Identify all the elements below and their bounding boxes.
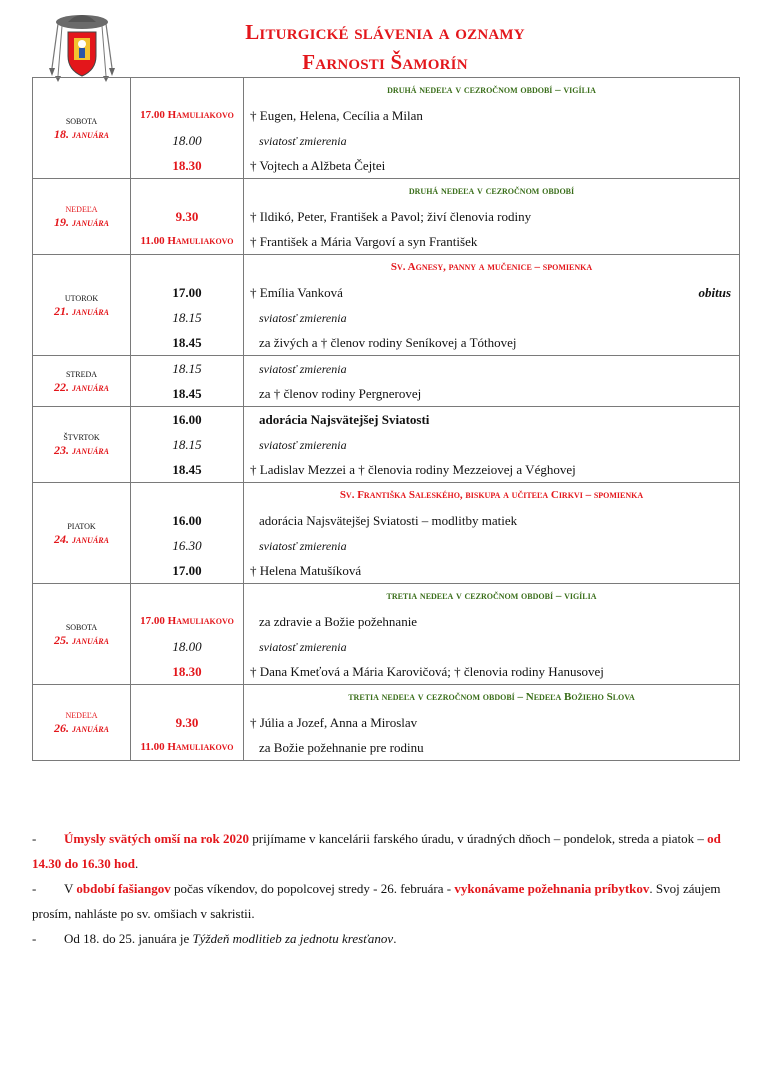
mass-intention: [244, 153, 739, 178]
day-label: [33, 115, 130, 142]
liturgical-heading: druhá nedeľa v cezročnom období – vigília: [387, 84, 596, 96]
liturgical-heading: tretia nedeľa v cezročnom období – vigília: [386, 590, 597, 602]
intention-text: sviatosť zmierenia: [259, 539, 347, 553]
day-name: sobota: [65, 620, 98, 633]
day-name: streda: [65, 367, 98, 380]
time-cell: [131, 78, 244, 179]
intention-cell: [244, 356, 740, 407]
list-dash: -: [32, 931, 37, 946]
schedule-day-row: [33, 685, 740, 761]
highlight-text: Úmysly svätých omší na rok 2020: [64, 831, 250, 846]
schedule-table: [32, 77, 740, 761]
schedule-day-row: [33, 78, 740, 179]
body-text: Od 18. do 25. januára je: [64, 931, 193, 946]
day-date: 25. januára: [54, 632, 109, 647]
day-cell: [33, 407, 131, 483]
time-cell: [131, 255, 244, 356]
highlight-text: období fašiangov: [76, 881, 171, 896]
spacer: [131, 584, 243, 609]
intention-text: adorácia Najsvätejšej Sviatosti – modlitby matiek: [259, 513, 518, 528]
intention-text: † Dana Kmeťová a Mária Karovičová; † členovia rodiny Hanusovej: [250, 664, 604, 679]
mass-intention: [244, 356, 739, 381]
day-cell: [33, 179, 131, 255]
day-name: nedeľa: [65, 709, 98, 721]
intention-cell: [244, 255, 740, 356]
mass-intention: [244, 204, 739, 229]
intention-cell: [244, 685, 740, 761]
liturgical-heading: Sv. Agnesy, panny a mučenice – spomienka: [390, 261, 593, 273]
intention-text: † Emília Vanková: [250, 285, 343, 300]
highlight-text: od 14.30 do 16.30 hod: [32, 831, 721, 871]
intention-cell: [244, 584, 740, 685]
day-date: 26. januára: [54, 721, 109, 735]
intention-text: za † členov rodiny Pergnerovej: [259, 386, 422, 401]
intention-text: sviatosť zmierenia: [259, 640, 347, 654]
day-name: utorok: [64, 291, 99, 304]
page-title-line1: Liturgické slávenia a oznamy: [245, 20, 525, 44]
mass-intention: [244, 508, 739, 533]
mass-intention: [244, 609, 739, 634]
day-name: nedeľa: [65, 203, 98, 215]
day-date: 22. januára: [54, 379, 109, 394]
day-label: [33, 520, 130, 547]
intention-text: † Ildikó, Peter, František a Pavol; živí členovia rodiny: [250, 209, 532, 224]
intention-text: za Božie požehnanie pre rodinu: [259, 740, 424, 755]
mass-intention: [244, 305, 739, 330]
spacer: [131, 179, 243, 204]
schedule-day-row: [33, 584, 740, 685]
day-label: [33, 621, 130, 648]
intention-text: † Júlia a Jozef, Anna a Miroslav: [250, 715, 418, 730]
mass-intention: [244, 659, 739, 684]
day-date: 23. januára: [54, 443, 109, 457]
spacer: [131, 78, 243, 103]
announcement-item: [32, 926, 732, 951]
parish-coat-of-arms-icon: [44, 10, 120, 82]
body-text: . Svoj záujem prosím, nahláste po sv. omšiach v sakristii.: [32, 881, 721, 921]
mass-time: 16.00: [172, 513, 202, 528]
schedule-day-row: [33, 255, 740, 356]
day-label: [33, 368, 130, 395]
body-text: V: [64, 881, 77, 896]
day-cell: [33, 255, 131, 356]
schedule-day-row: [33, 179, 740, 255]
intention-cell: [244, 78, 740, 179]
list-dash: -: [32, 881, 37, 896]
mass-time: 17.00: [172, 563, 202, 578]
day-cell: [33, 483, 131, 584]
time-cell: [131, 407, 244, 483]
body-text: prijímame v kancelárii farského úradu, v úradných dňoch – pondelok, streda a piatok –: [249, 831, 708, 846]
list-dash: -: [32, 831, 37, 846]
mass-time: 18.45: [172, 335, 202, 350]
intention-text: sviatosť zmierenia: [259, 311, 347, 325]
mass-time: 18.30: [172, 664, 202, 679]
mass-intention: [244, 330, 739, 355]
mass-time: 9.30: [175, 209, 199, 224]
mass-time: 17.00 Hamuliakovo: [140, 109, 234, 121]
day-name: piatok: [67, 519, 96, 532]
body-text: Týždeň modlitieb za jednotu kresťanov: [192, 931, 394, 946]
mass-time: 9.30: [175, 715, 199, 730]
intention-text: † František a Mária Vargoví a syn František: [250, 234, 478, 249]
day-label: [33, 709, 130, 736]
intention-text: za živých a † členov rodiny Seníkovej a Tóthovej: [259, 335, 517, 350]
intention-text: † Ladislav Mezzei a † členovia rodiny Mezzeiovej a Véghovej: [250, 462, 576, 477]
mass-intention: [244, 558, 739, 583]
mass-intention: [244, 280, 739, 305]
intention-text: † Eugen, Helena, Cecília a Milan: [250, 108, 423, 123]
mass-time: 16.00: [172, 412, 202, 427]
announcements: [32, 826, 732, 951]
intention-text: adorácia Najsvätejšej Sviatosti: [259, 412, 430, 427]
mass-time: 18.30: [172, 158, 202, 173]
highlight-text: vykonávame požehnania príbytkov: [454, 881, 650, 896]
mass-time: 16.30: [172, 538, 202, 553]
page-title-line2: Farnosti Šamorín: [302, 50, 468, 74]
mass-intention: [244, 735, 739, 760]
mass-intention: [244, 457, 739, 482]
intention-cell: [244, 483, 740, 584]
day-cell: [33, 356, 131, 407]
spacer: [131, 255, 243, 280]
mass-time: 11.00 Hamuliakovo: [140, 741, 234, 753]
mass-intention: [244, 103, 739, 128]
intention-cell: [244, 407, 740, 483]
time-cell: [131, 179, 244, 255]
day-cell: [33, 78, 131, 179]
mass-time: 18.00: [172, 639, 202, 654]
day-label: [33, 203, 130, 230]
mass-time: 18.45: [172, 462, 202, 477]
intention-cell: [244, 179, 740, 255]
mass-intention: [244, 229, 739, 254]
mass-time: 18.45: [172, 386, 202, 401]
body-text: počas víkendov, do popolcovej stredy - 26. februára -: [170, 881, 455, 896]
mass-time: 11.00 Hamuliakovo: [140, 235, 234, 247]
time-cell: [131, 483, 244, 584]
day-label: [33, 292, 130, 319]
schedule-day-row: [33, 407, 740, 483]
liturgical-heading: druhá nedeľa v cezročnom období: [408, 185, 575, 197]
mass-intention: [244, 710, 739, 735]
mass-time: 17.00: [172, 285, 202, 300]
intention-text: sviatosť zmierenia: [259, 438, 347, 452]
announcement-item: [32, 826, 732, 876]
intention-text: † Vojtech a Alžbeta Čejtei: [250, 158, 386, 173]
day-name: štvrtok: [63, 431, 100, 443]
mass-intention: [244, 407, 739, 432]
liturgical-heading: tretia nedeľa v cezročnom období – Nedeľa Božieho Slova: [348, 691, 635, 703]
day-date: 18. januára: [54, 126, 109, 141]
schedule-day-row: [33, 356, 740, 407]
mass-time: 18.15: [172, 437, 202, 452]
day-cell: [33, 685, 131, 761]
liturgical-heading: Sv. Františka Saleského, biskupa a učiteľa Cirkvi – spomienka: [339, 489, 644, 501]
intention-text: sviatosť zmierenia: [259, 362, 347, 376]
day-cell: [33, 584, 131, 685]
day-date: 24. januára: [54, 531, 109, 546]
spacer: [131, 483, 243, 508]
mass-time: 18.15: [172, 361, 202, 376]
mass-intention: [244, 533, 739, 558]
announcement-item: [32, 876, 732, 926]
day-date: 19. januára: [54, 215, 109, 229]
mass-time: 17.00 Hamuliakovo: [140, 615, 234, 627]
intention-text: za zdravie a Božie požehnanie: [259, 614, 418, 629]
body-text: .: [393, 931, 397, 946]
day-name: sobota: [65, 114, 98, 127]
spacer: [131, 685, 243, 710]
mass-time: 18.00: [172, 133, 202, 148]
time-cell: [131, 685, 244, 761]
day-date: 21. januára: [54, 303, 109, 318]
mass-time: 18.15: [172, 310, 202, 325]
time-cell: [131, 356, 244, 407]
time-cell: [131, 584, 244, 685]
mass-intention: [244, 634, 739, 659]
mass-intention: [244, 381, 739, 406]
intention-text: † Helena Matušíková: [250, 563, 362, 578]
body-text: .: [134, 856, 139, 871]
day-label: [33, 431, 130, 458]
schedule-day-row: [33, 483, 740, 584]
intention-text: sviatosť zmierenia: [259, 134, 347, 148]
mass-intention: [244, 432, 739, 457]
obitus-label: obitus: [698, 285, 731, 300]
mass-intention: [244, 128, 739, 153]
